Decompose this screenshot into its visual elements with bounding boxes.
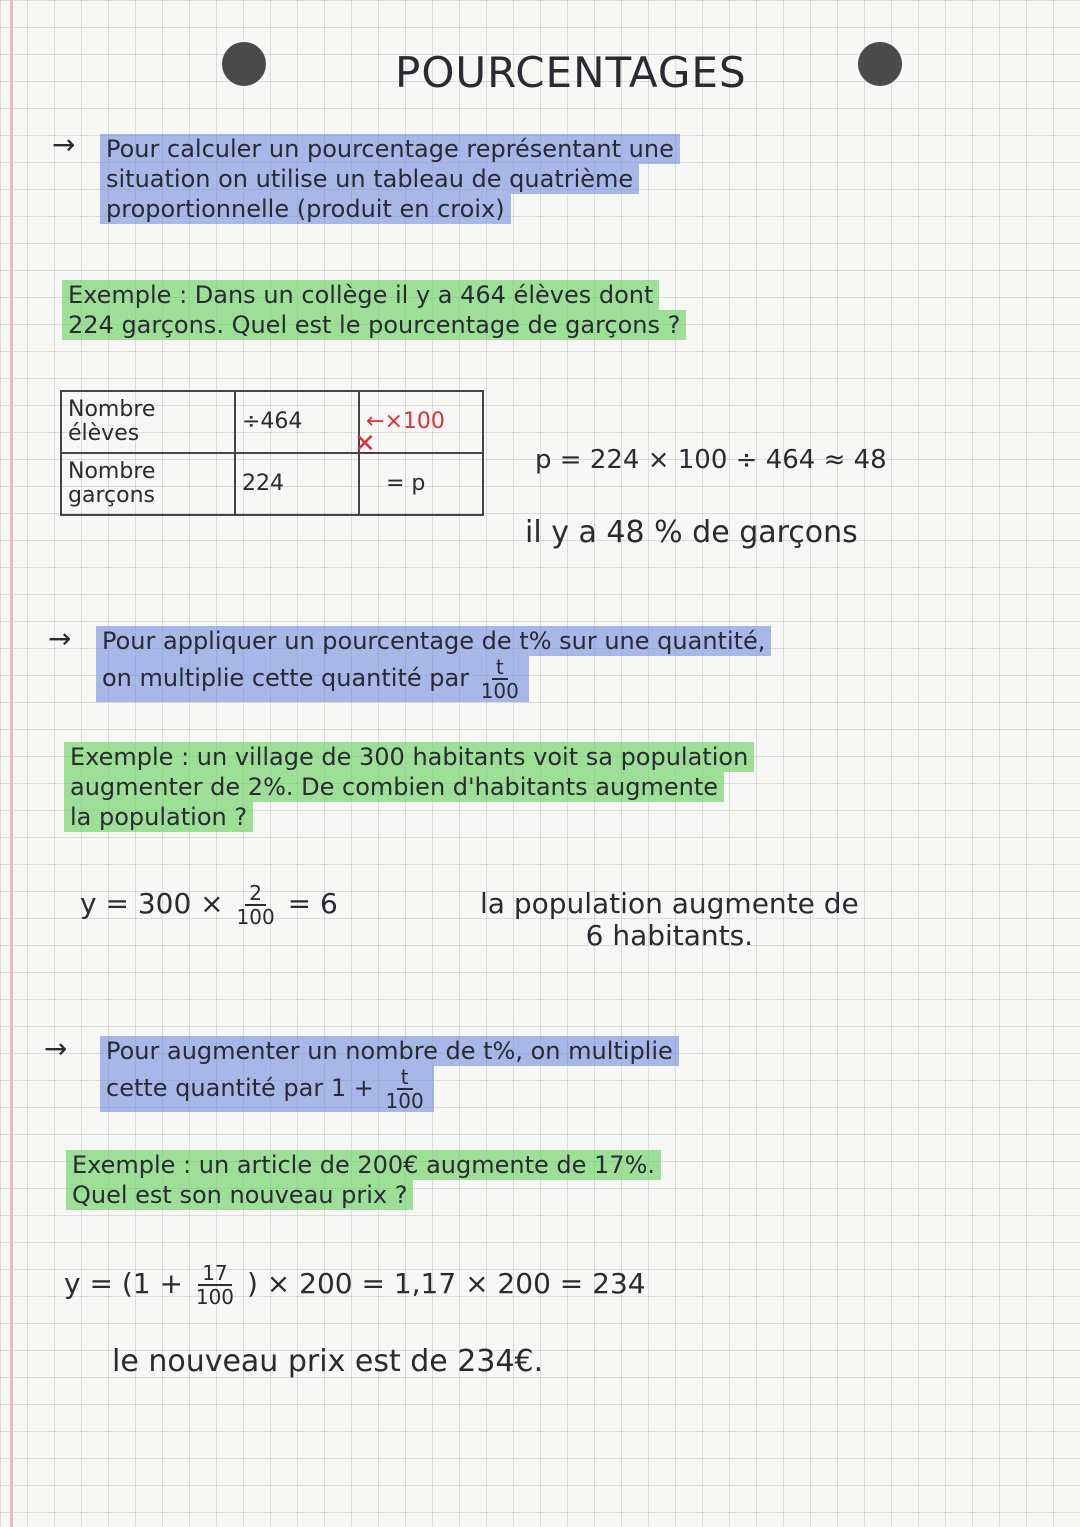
example-1-line: 224 garçons. Quel est le pourcentage de garçons ? xyxy=(62,310,686,340)
table-cell-operation: ←×100 xyxy=(359,391,483,453)
table-cell-label: Nombre garçons xyxy=(61,453,235,515)
rule-1-line: Pour calculer un pourcentage représentant une xyxy=(100,134,680,164)
rule-2 xyxy=(96,626,771,702)
bullet-arrow-icon: → xyxy=(52,128,76,161)
formula-1: p = 224 × 100 ÷ 464 ≈ 48 xyxy=(535,445,887,475)
example-2-line: la population ? xyxy=(64,802,253,832)
table-cell-value: ÷464 xyxy=(235,391,359,453)
example-2-line: Exemple : un village de 300 habitants voit sa population xyxy=(64,742,754,772)
proportion-table xyxy=(60,390,484,516)
binder-hole-right xyxy=(858,42,902,86)
rule-3-line: Pour augmenter un nombre de t%, on multiplie xyxy=(100,1036,679,1066)
binder-hole-left xyxy=(222,42,266,86)
example-1-line: Exemple : Dans un collège il y a 464 élèves dont xyxy=(62,280,659,310)
fraction: $\frac{2}{100}$ xyxy=(236,881,275,929)
conclusion-1: il y a 48 % de garçons xyxy=(525,515,858,550)
conclusion-3: le nouveau prix est de 234€. xyxy=(112,1344,544,1379)
cross-arrow-icon: ← xyxy=(366,409,385,434)
fraction: $\frac{17}{100}$ xyxy=(195,1261,235,1309)
fraction: $\frac{t}{100}$ xyxy=(480,655,519,703)
table-row xyxy=(61,391,483,453)
table-row xyxy=(61,453,483,515)
formula-3: y = (1 + $\frac{17}{100}$ ) × 200 = 1,17 × 200 = 234 xyxy=(64,1261,646,1309)
rule-1-line: proportionnelle (produit en croix) xyxy=(100,194,511,224)
rule-2-line: Pour appliquer un pourcentage de t% sur une quantité, xyxy=(96,626,771,656)
rule-3 xyxy=(100,1036,679,1112)
example-3 xyxy=(66,1150,661,1210)
page-margin-line xyxy=(10,0,13,1527)
rule-1 xyxy=(100,134,680,224)
example-3-line: Exemple : un article de 200€ augmente de 17%. xyxy=(66,1150,661,1180)
formula-2: y = 300 × $\frac{2}{100}$ = 6 xyxy=(80,881,338,929)
rule-2-line: on multiplie cette quantité par $\frac{t}{100}$ xyxy=(96,656,529,702)
rule-1-line: situation on utilise un tableau de quatrième xyxy=(100,164,639,194)
example-1 xyxy=(62,280,686,340)
bullet-arrow-icon: → xyxy=(44,1032,68,1065)
conclusion-2: la population augmente de 6 habitants. xyxy=(480,887,859,952)
example-2 xyxy=(64,742,754,832)
bullet-arrow-icon: → xyxy=(48,622,72,655)
table-cell-result: ✕ = p xyxy=(359,453,483,515)
fraction: $\frac{t}{100}$ xyxy=(385,1065,424,1113)
table-cell-label: Nombre élèves xyxy=(61,391,235,453)
example-3-line: Quel est son nouveau prix ? xyxy=(66,1180,413,1210)
page-title: POURCENTAGES xyxy=(395,48,747,97)
table-cell-value: 224 xyxy=(235,453,359,515)
rule-3-line: cette quantité par 1 + $\frac{t}{100}$ xyxy=(100,1066,434,1112)
cross-product-icon: ✕ xyxy=(354,429,376,459)
example-2-line: augmenter de 2%. De combien d'habitants augmente xyxy=(64,772,724,802)
